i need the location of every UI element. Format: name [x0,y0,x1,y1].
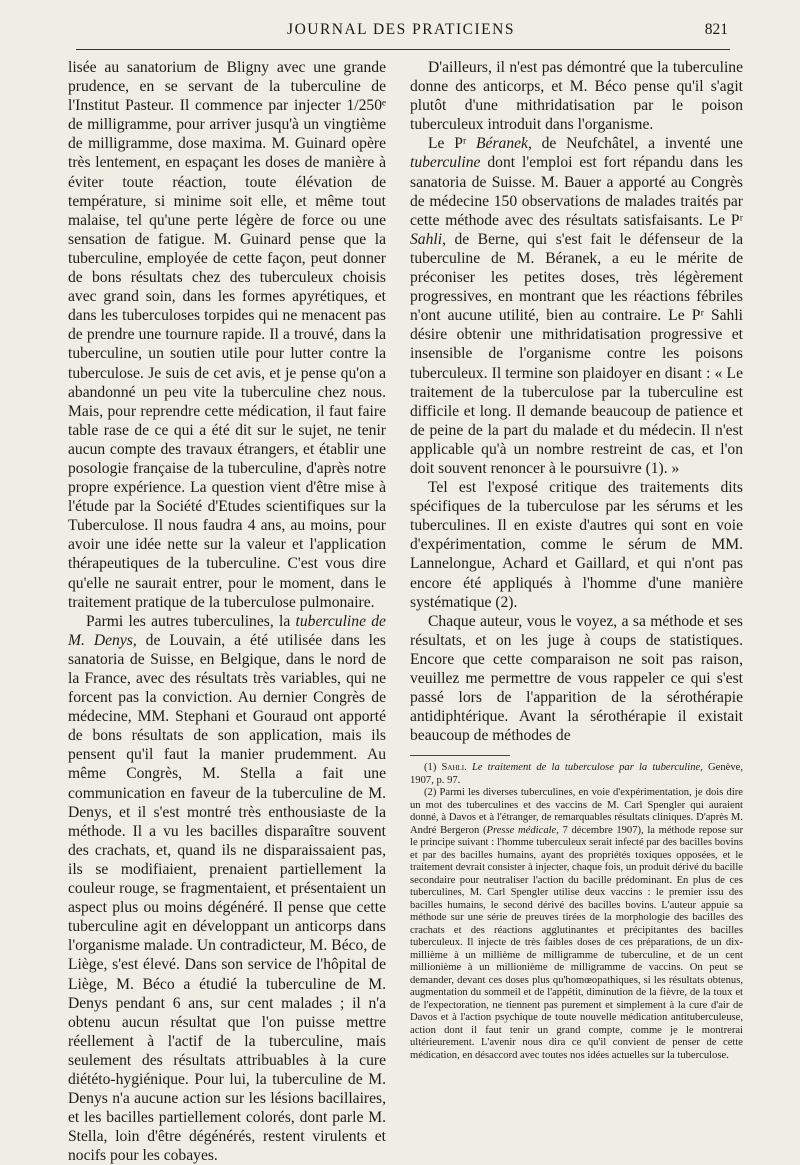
paragraph-anticorps: D'ailleurs, il n'est pas démontré que la tuberculine donne des anticorps, et M. Béco pense qu'il s'agit plutôt d'une mithridatisation par le poison tuberculeux introduit dans l'organisme. [410,59,743,134]
footnote-title: Le traitement de la tuberculose par la tuberculine [471,762,701,774]
paragraph-denys [68,612,386,1165]
text-run: Le Pʳ [428,135,477,153]
footnote-rule [410,755,510,756]
paragraph-expose: Tel est l'exposé critique des traitements dits spécifiques de la tuberculose par les sérums et les tuberculines. Il en existe d'autres qui sont en voie d'expérimentation, comme le sérum de MM. Lannelongue, Achard et Gaillard, et qui n'ont pas encore été appliqués à l'homme d'une manière systématique (2). [410,479,743,611]
italic-term: tuberculine de M. Denys [68,612,386,649]
journal-title: JOURNAL DES PRATICIENS [287,21,515,38]
footnote-1 [410,762,743,787]
text-run: , de Neufchâtel, a inventé une [527,135,743,153]
text-run: , de Louvain, a été utilisée dans les sanatoria de Suisse, en Belgique, dans le nord de la France, avec des résultats très variables, qui ne forcent pas la conviction. Au dernier Congrès de médecine, MM. Stephani et Gouraud ont apporté de bons résultats de son application, mais ils pensent qu'il faut la manier prudemment. Au même Congrès, M. Stella a fait une communication en faveur de la tuberculine de M. Denys, et il s'est montré très enthousiaste de la méthode. Il a vu les bacilles disparaître souvent des crachats, et, quand ils ne disparaissaient pas, ils se modifiaient, prenaient partiellement la couleur rouge, se fragmentaient, et présentaient un aspect plus ou moins dégénéré. Il pense que cette tuberculine agit en développant un anticorps dans l'organisme malade. Un contradicteur, M. Béco, de Liège, s'est élevé. Dans son service de l'hôpital de Liège, M. Béco a étudié la tuberculine de M. Denys pendant 6 ans, sur cent malades ; il n'a obtenu aucun résultat que l'on puisse mettre réellement à l'actif de la tuberculine, mais seulement des résultats attribuables à la cure diététo-hygiénique. Pour lui, la tuberculine de M. Denys n'a aucune action sur les lésions bacillaires, et les bacilles partiellement colorés, dont parle M. Stella, loin d'être dégénérés, restent virulents et nocifs pour les cobayes. [68,631,386,1165]
footnotes [410,762,743,1062]
footnote-2 [410,787,743,1062]
italic-source: Presse médicale [486,824,557,836]
running-header [76,18,726,46]
left-column [68,58,386,1165]
right-column [410,58,743,1062]
italic-name: Sahli [410,230,443,248]
italic-name: Béranek [476,135,528,153]
paragraph-guinard: lisée au sanatorium de Bligny avec une grande prudence, en se servant de la tuberculine de l'Institut Pasteur. Il commence par injecter 1/250ᵉ de milligramme, pour arriver jusqu'à un vingtième de milligramme, dose maxima. M. Guinard opère très lentement, en espaçant les doses de manière à éviter toute réaction, toute élévation de température, si minime soit elle, et même tout malaise, tel qu'une perte légère de force ou une sensation de fatigue. M. Guinard pense que la tuberculine, employée de cette façon, peut donner de bons résultats chez des tuberculeux choisis avec grand soin, dans les formes apyrétiques, et dans les tuberculoses torpides qui ne menacent pas de prendre une tournure rapide. Il a trouvé, dans la tuberculine, un soutien utile pour lutter contre la tuberculose. Je suis de cet avis, et je pense qu'on a abandonné un peu vite la tuberculine chez nous. Mais, pour reprendre cette médication, il faut faire table rase de ce qui a été dit sur le sujet, ne tenir aucun compte des travaux étrangers, et établir une posologie française de la tuberculine, d'après notre propre expérience. La question vient d'être mise à l'étude par la Société d'Etudes scientifiques sur la Tuberculose. Il nous faudra 4 ans, au moins, pour avoir une idée nette sur la valeur et l'application thérapeutiques de la tuberculine. C'est vous dire qu'elle ne saurait entrer, pour le moment, dans le traitement pratique de la tuberculose pulmonaire. [68,59,386,611]
footnote-author: Sahli [441,762,465,774]
text-run: Parmi les autres tuberculines, la [86,612,296,630]
text-run: , 7 décembre 1907), la méthode repose sur le principe suivant : l'homme tuberculeux serait infecté par des bacilles bovins et par des bacilles humains, ayant des propriétés toxiques opposées, et le traitement devrait consister à injecter, chaque fois, un produit dérivé du bacille secondaire pour neutraliser l'action du bacille prédominant. En plus de ces tuberculines, M. Carl Spengler utilise deux vaccins : le premier issu des bacilles humains, le second dérivé des bacilles bovins. L'auteur appuie sa méthode sur une série de preuves tirées de la morphologie des bacilles des crachats et des réactions agglutinantes et précipitantes des bacilles tuberculeux. Il injecte de très faibles doses de ces préparations, de un dix-millième à un millième de milligramme de tuberculine, et de un cent millionième à un millionième de milligramme de vaccins. On peut se demander, devant ces doses plus qu'homœopathiques, si les résultats obtenus, augmentation du sommeil et de l'appétit, diminution de la fièvre, de la toux et de l'expectoration, ne tiennent pas purement et simplement à la cure d'air de Davos et à l'action psychique de toute nouvelle médication antituberculeuse, action dont il faut tenir un grand compte, comme je le montrerai ultérieurement. L'avenir nous dira ce qu'il convient de penser de cette médication, en désaccord avec toutes nos idées actuelles sur la tuberculose. [410,824,743,1061]
text-run: . [464,762,472,774]
text-run: , de Berne, qui s'est fait le défenseur de la tuberculine de M. Béranek, a eu le mérite de préconiser les petites doses, très légèrement progressives, en montrant que les réactions fébriles n'ont aucune utilité, bien au contraire. Le Pʳ Sahli désire obtenir une mithridatisation progressive et insensible de l'organisme contre les poisons tuberculeux. Il termine son plaidoyer en disant : « Le traitement de la tuberculose par la tuberculine est difficile et long. Il demande beaucoup de patience et de peine de la part du malade et du médecin. Il n'est applicable qu'à un nombre restreint de cas, et l'on doit souvent renoncer à le poursuivre (1). » [410,230,743,477]
text-run: dont l'emploi est fort répandu dans les sanatoria de Suisse. M. Bauer a apporté au Congrès de médecine 150 observations de malades traités par cette méthode avec des résultats satisfaisants. Le Pʳ [410,154,743,229]
italic-term: tuberculine [410,154,481,172]
text-run: , Genève, 1907, p. 97. [410,762,744,786]
text-run: (2) Parmi les diverses tuberculines, en voie d'expérimentation, je dois dire un mot des tuberculines et des vaccins de M. Carl Spengler qui auraient donné, à Davos et à l'étranger, de remarquables résultats cliniques. D'après M. André Bergeron ( [410,787,743,836]
paragraph-chaque-auteur: Chaque auteur, vous le voyez, a sa méthode et ses résultats, et on les juge à coups de statistiques. Encore que cette comparaison ne soit pas raison, veuillez me permettre de vous rappeler ce qui s'est passé lors de l'apparition de la sérothérapie antidiphtérique. Avant la sérothérapie il existait beaucoup de méthodes de [410,612,743,745]
page-number: 821 [704,21,728,38]
header-rule [76,49,730,50]
paragraph-beranek [410,134,743,478]
text-run: (1) [424,762,442,774]
